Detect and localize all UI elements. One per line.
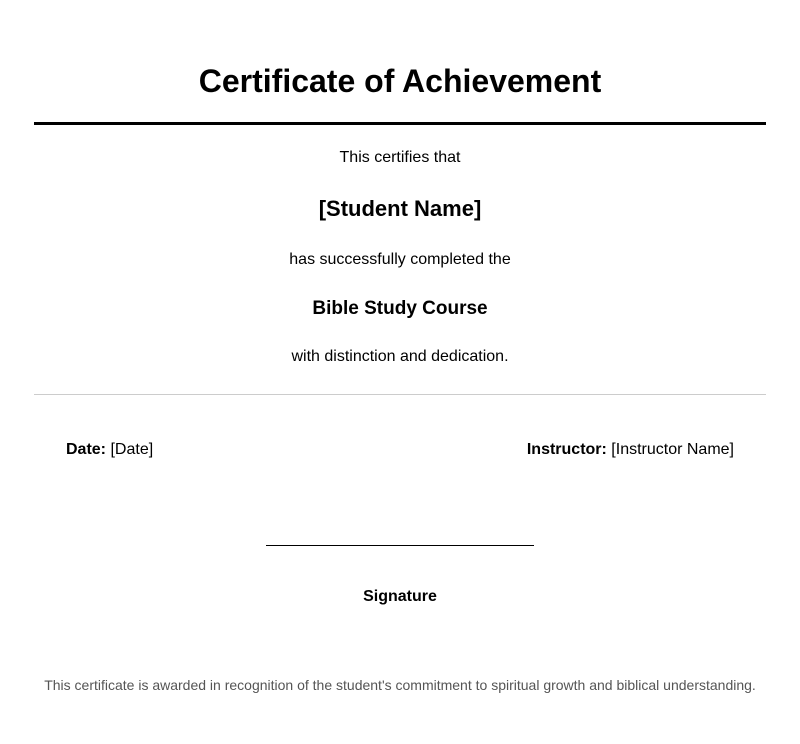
instructor-label: Instructor: (526, 441, 607, 458)
date-field (66, 439, 153, 461)
date-label: Date: (66, 441, 107, 458)
date-value: [Date] (110, 441, 154, 458)
signature-line (34, 532, 766, 551)
instructor-value: [Instructor Name] (611, 441, 734, 458)
section-divider (34, 394, 766, 395)
certificate-title: Certificate of Achievement (198, 63, 602, 99)
footer-note: This certificate is awarded in recognition of the student's commitment to spiritual growth and biblical understanding. (44, 677, 756, 693)
certificate (34, 0, 766, 744)
signature-label: Signature (363, 588, 437, 605)
distinction-text: with distinction and dedication. (291, 348, 509, 365)
instructor-field (527, 439, 734, 461)
completed-text: has successfully completed the (289, 251, 511, 268)
title-divider (34, 122, 766, 125)
course-name: Bible Study Course (312, 298, 488, 319)
certifies-text: This certifies that (339, 149, 461, 166)
student-name: [Student Name] (318, 196, 482, 221)
